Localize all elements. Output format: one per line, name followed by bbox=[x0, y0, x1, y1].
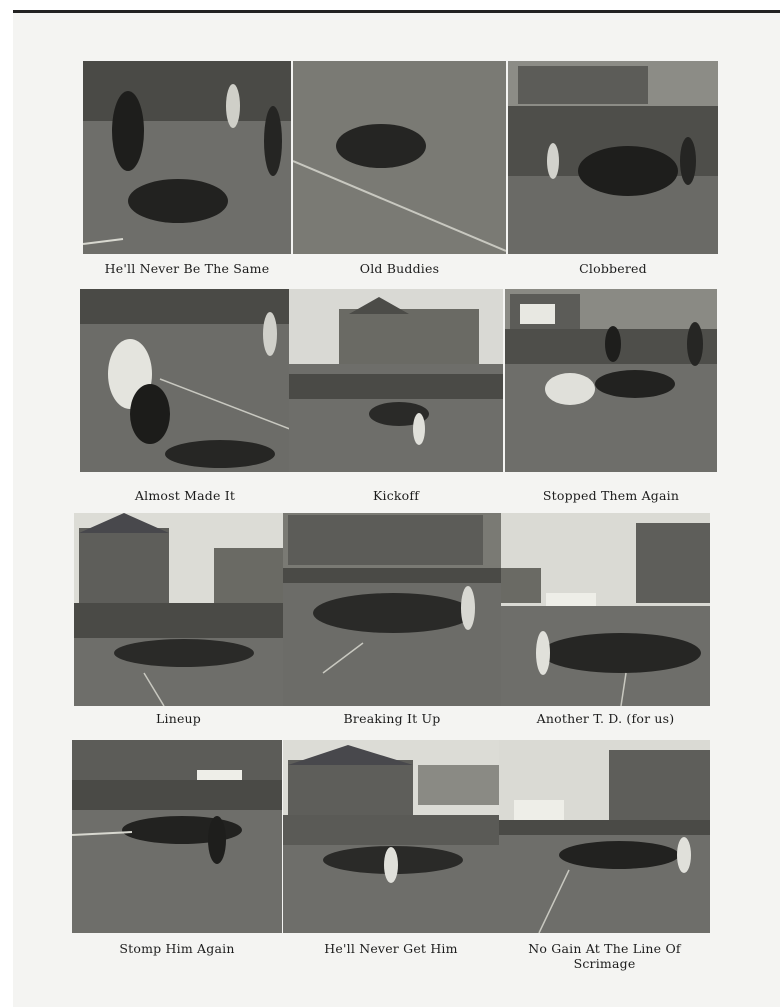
photo-cell bbox=[508, 61, 718, 281]
football-photo bbox=[74, 513, 283, 706]
football-photo bbox=[289, 289, 503, 472]
photo-cell bbox=[501, 513, 710, 728]
photo-caption: Another T. D. (for us) bbox=[536, 711, 675, 726]
photo-caption: He'll Never Be The Same bbox=[104, 261, 270, 276]
photo-caption: Lineup bbox=[156, 711, 201, 726]
photo-cell bbox=[499, 740, 710, 971]
photo-caption: Kickoff bbox=[372, 488, 420, 503]
football-photo bbox=[293, 61, 506, 254]
yearbook-page bbox=[13, 10, 780, 1007]
football-photo bbox=[499, 740, 710, 933]
photo-cell bbox=[80, 289, 290, 504]
photo-caption: He'll Never Get Him bbox=[324, 941, 458, 956]
photo-caption: Almost Made It bbox=[134, 488, 236, 503]
photo-cell bbox=[505, 289, 717, 504]
football-photo bbox=[80, 289, 290, 472]
photo-caption: Breaking It Up bbox=[343, 711, 441, 726]
football-photo bbox=[283, 740, 499, 933]
photo-caption: Stopped Them Again bbox=[542, 488, 680, 503]
football-photo bbox=[501, 513, 710, 706]
football-photo bbox=[505, 289, 717, 472]
football-photo bbox=[83, 61, 291, 254]
photo-caption: Old Buddies bbox=[359, 261, 440, 276]
photo-caption: No Gain At The Line Of Scrimage bbox=[528, 941, 681, 971]
photo-cell bbox=[283, 740, 499, 955]
photo-cell bbox=[83, 61, 291, 281]
photo-cell bbox=[289, 289, 503, 504]
photo-cell bbox=[283, 513, 501, 728]
football-photo bbox=[283, 513, 501, 706]
photo-cell bbox=[293, 61, 506, 281]
photo-caption: Stomp Him Again bbox=[119, 941, 235, 956]
football-photo bbox=[508, 61, 718, 254]
photo-caption: Clobbered bbox=[579, 261, 647, 276]
football-photo bbox=[72, 740, 282, 933]
photo-cell bbox=[74, 513, 283, 728]
photo-cell bbox=[72, 740, 282, 955]
